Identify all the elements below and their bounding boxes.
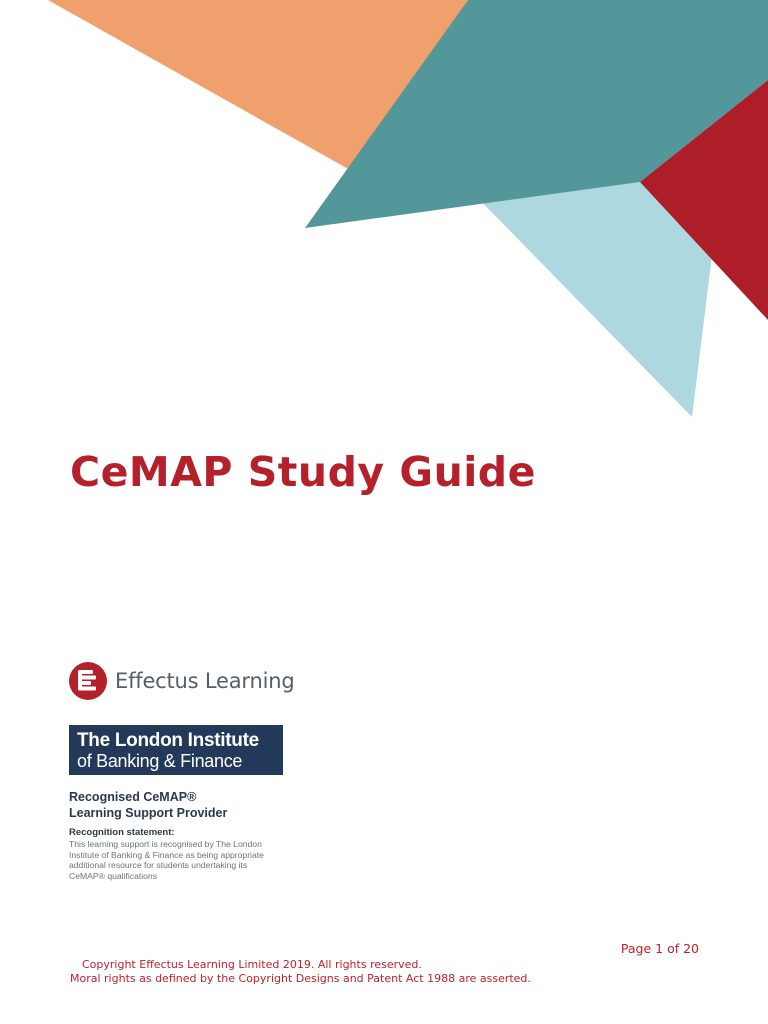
recognition-label: Recognition statement: xyxy=(69,827,175,838)
footer-copyright: Copyright Effectus Learning Limited 2019. All rights reserved. xyxy=(82,958,422,971)
recognition-heading-line2: Learning Support Provider xyxy=(69,806,228,820)
libf-logo-line2: of Banking & Finance xyxy=(77,751,243,771)
recognition-heading-line1: Recognised CeMAP® xyxy=(69,790,197,804)
libf-logo-line1: The London Institute xyxy=(77,730,259,751)
effectus-learning-logo xyxy=(69,661,294,701)
footer-moral-rights: Moral rights as defined by the Copyright Designs and Patent Act 1988 are asserted. xyxy=(70,972,531,985)
page-number: Page 1 of 20 xyxy=(620,941,699,956)
document-title: CeMAP Study Guide xyxy=(70,448,536,496)
effectus-icon-bar xyxy=(81,676,96,680)
effectus-icon-bar xyxy=(81,687,96,691)
effectus-icon-bar xyxy=(81,670,93,674)
effectus-icon-bar xyxy=(81,681,91,685)
effectus-icon-bar xyxy=(78,670,82,691)
effectus-logo-text: Effectus Learning xyxy=(115,669,295,693)
effectus-e-icon xyxy=(69,662,107,700)
recognition-heading xyxy=(69,789,227,821)
libf-logo xyxy=(69,725,283,775)
recognition-statement: This learning support is recognised by The London Institute of Banking & Finance as being appropriate additional resource for students undertaking its CeMAP® qualifications xyxy=(69,839,264,882)
